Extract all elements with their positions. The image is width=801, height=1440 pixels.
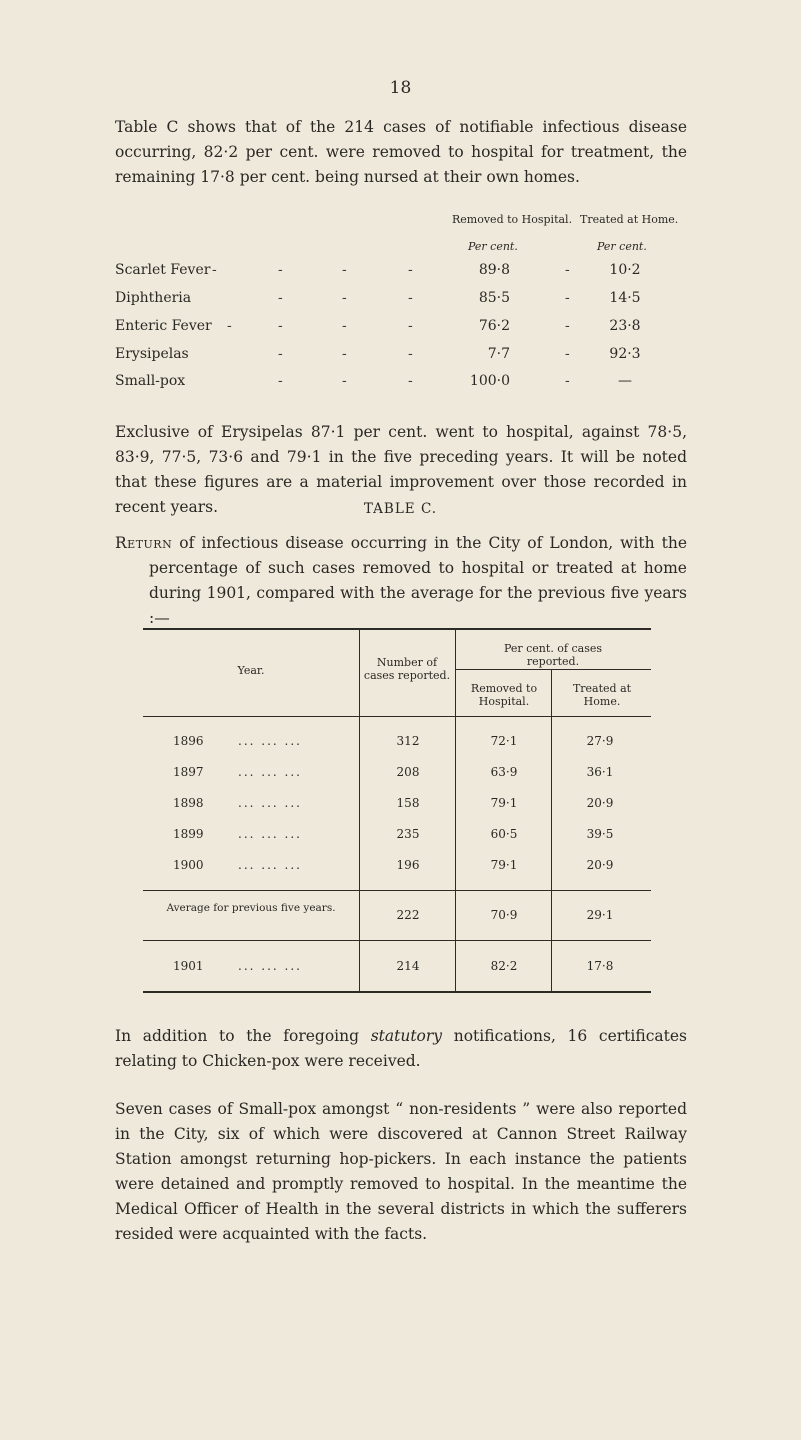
summary-hospital: 85·5 (478, 290, 510, 306)
row-treated: 36·1 (586, 765, 614, 779)
row-number: 312 (396, 734, 420, 748)
row-treated: 20·9 (586, 796, 614, 810)
row-year: 1900 (173, 858, 204, 872)
row-year: 1898 (173, 796, 204, 810)
row-removed: 63·9 (490, 765, 518, 779)
average-label: Average for previous five years. (166, 902, 336, 914)
average-treated: 29·1 (586, 908, 614, 922)
row-removed: 79·1 (490, 858, 518, 872)
page-number: 18 (389, 78, 412, 98)
table-c: Year. Number of cases reported. Per cent. of cases reported. Removed to Hospital. Treated at Home. 1896 ... ... ... 312 72·1 27·9 1897 ... ... ... 208 63·9 36·1 1898 ... ... ... 158 79·1 20·9 1899 ... ... ... 235 60·5 39·5 1900 ... ... ... 196 79·1 20·9 Average for previous five years. 222 70·9 29·1 1901 ... ... ... 214 82·2 17·8 (143, 628, 651, 993)
summary-home: 10·2 (609, 262, 641, 278)
row-year: 1901 (173, 959, 204, 973)
header-removed: Removed to Hospital. (470, 682, 538, 708)
summary-home: 14·5 (609, 290, 641, 306)
summary-col1-sub: Per cent. (468, 240, 518, 253)
summary-row: Erysipelas - - - 7·7 - 92·3 (115, 346, 675, 368)
row-number: 158 (396, 796, 420, 810)
row-year: 1897 (173, 765, 204, 779)
header-treated: Treated at Home. (572, 682, 632, 708)
header-percent: Per cent. of cases reported. (503, 642, 603, 668)
summary-hospital: 76·2 (478, 318, 510, 334)
summary-row: Small-pox - - - 100·0 - — (115, 373, 675, 395)
row-treated: 20·9 (586, 858, 614, 872)
average-removed: 70·9 (490, 908, 518, 922)
smallpox-paragraph: Seven cases of Small-pox amongst “ non-residents ” were also reported in the City, six of which were discovered at Cannon Street Railway Station amongst returning hop-pickers. In each instance the patients were detained and promptly removed to hospital. In the meantime the Medical Officer of Health in the several districts in which the sufferers resided were acquainted with the facts. (115, 1100, 687, 1243)
intro-paragraph: Table C shows that of the 214 cases of notifiable infectious disease occurring, 82·2 per cent. were removed to hospital for treatment, the remaining 17·8 per cent. being nursed at their own homes. (115, 118, 687, 186)
table-return-description (115, 531, 687, 631)
row-treated: 39·5 (586, 827, 614, 841)
table-caption: TABLE C. (363, 501, 438, 517)
summary-row: Enteric Fever - - - - 76·2 - 23·8 (115, 318, 675, 340)
row-removed: 82·2 (490, 959, 518, 973)
summary-col1-header: Removed to Hospital. (452, 213, 573, 226)
summary-disease: Small-pox (115, 373, 186, 389)
row-year: 1896 (173, 734, 204, 748)
summary-col2-sub: Per cent. (597, 240, 647, 253)
exclusive-paragraph: Exclusive of Erysipelas 87·1 per cent. went to hospital, against 78·5, 83·9, 77·5, 73·6 and 79·1 in the five preceding years. It will be noted that these figures are a material improvement over those recorded in recent years. (115, 423, 687, 516)
row-removed: 72·1 (490, 734, 518, 748)
row-number: 214 (396, 959, 420, 973)
summary-col2-header: Treated at Home. (580, 213, 679, 226)
summary-hospital: 89·8 (478, 262, 510, 278)
summary-row: Diphtheria - - - 85·5 - 14·5 (115, 290, 675, 312)
row-treated: 17·8 (586, 959, 614, 973)
row-number: 208 (396, 765, 420, 779)
return-text: of infectious disease occurring in the City of London, with the percentage of such cases removed to hospital or treated at home during 1901, compared with the average for the previous five years :— (149, 534, 687, 627)
row-year: 1899 (173, 827, 204, 841)
header-year: Year. (237, 664, 265, 677)
summary-disease: Diphtheria (115, 290, 192, 306)
summary-disease: Erysipelas (115, 346, 189, 362)
row-number: 196 (396, 858, 420, 872)
row-removed: 60·5 (490, 827, 518, 841)
row-treated: 27·9 (586, 734, 614, 748)
summary-disease: Scarlet Fever (115, 262, 211, 278)
row-removed: 79·1 (490, 796, 518, 810)
chickenpox-paragraph: In addition to the foregoing statutory notifications, 16 certificates relating to Chicken-pox were received. (115, 1027, 687, 1070)
summary-hospital: 100·0 (469, 373, 510, 389)
average-number: 222 (396, 908, 420, 922)
summary-home: — (618, 373, 632, 389)
summary-hospital: 7·7 (487, 346, 510, 362)
summary-disease: Enteric Fever (115, 318, 212, 334)
summary-row: Scarlet Fever - - - - 89·8 - 10·2 (115, 262, 675, 284)
row-number: 235 (396, 827, 420, 841)
summary-home: 92·3 (609, 346, 641, 362)
return-word: Return (115, 534, 173, 552)
summary-home: 23·8 (609, 318, 641, 334)
header-number: Number of cases reported. (363, 656, 451, 682)
